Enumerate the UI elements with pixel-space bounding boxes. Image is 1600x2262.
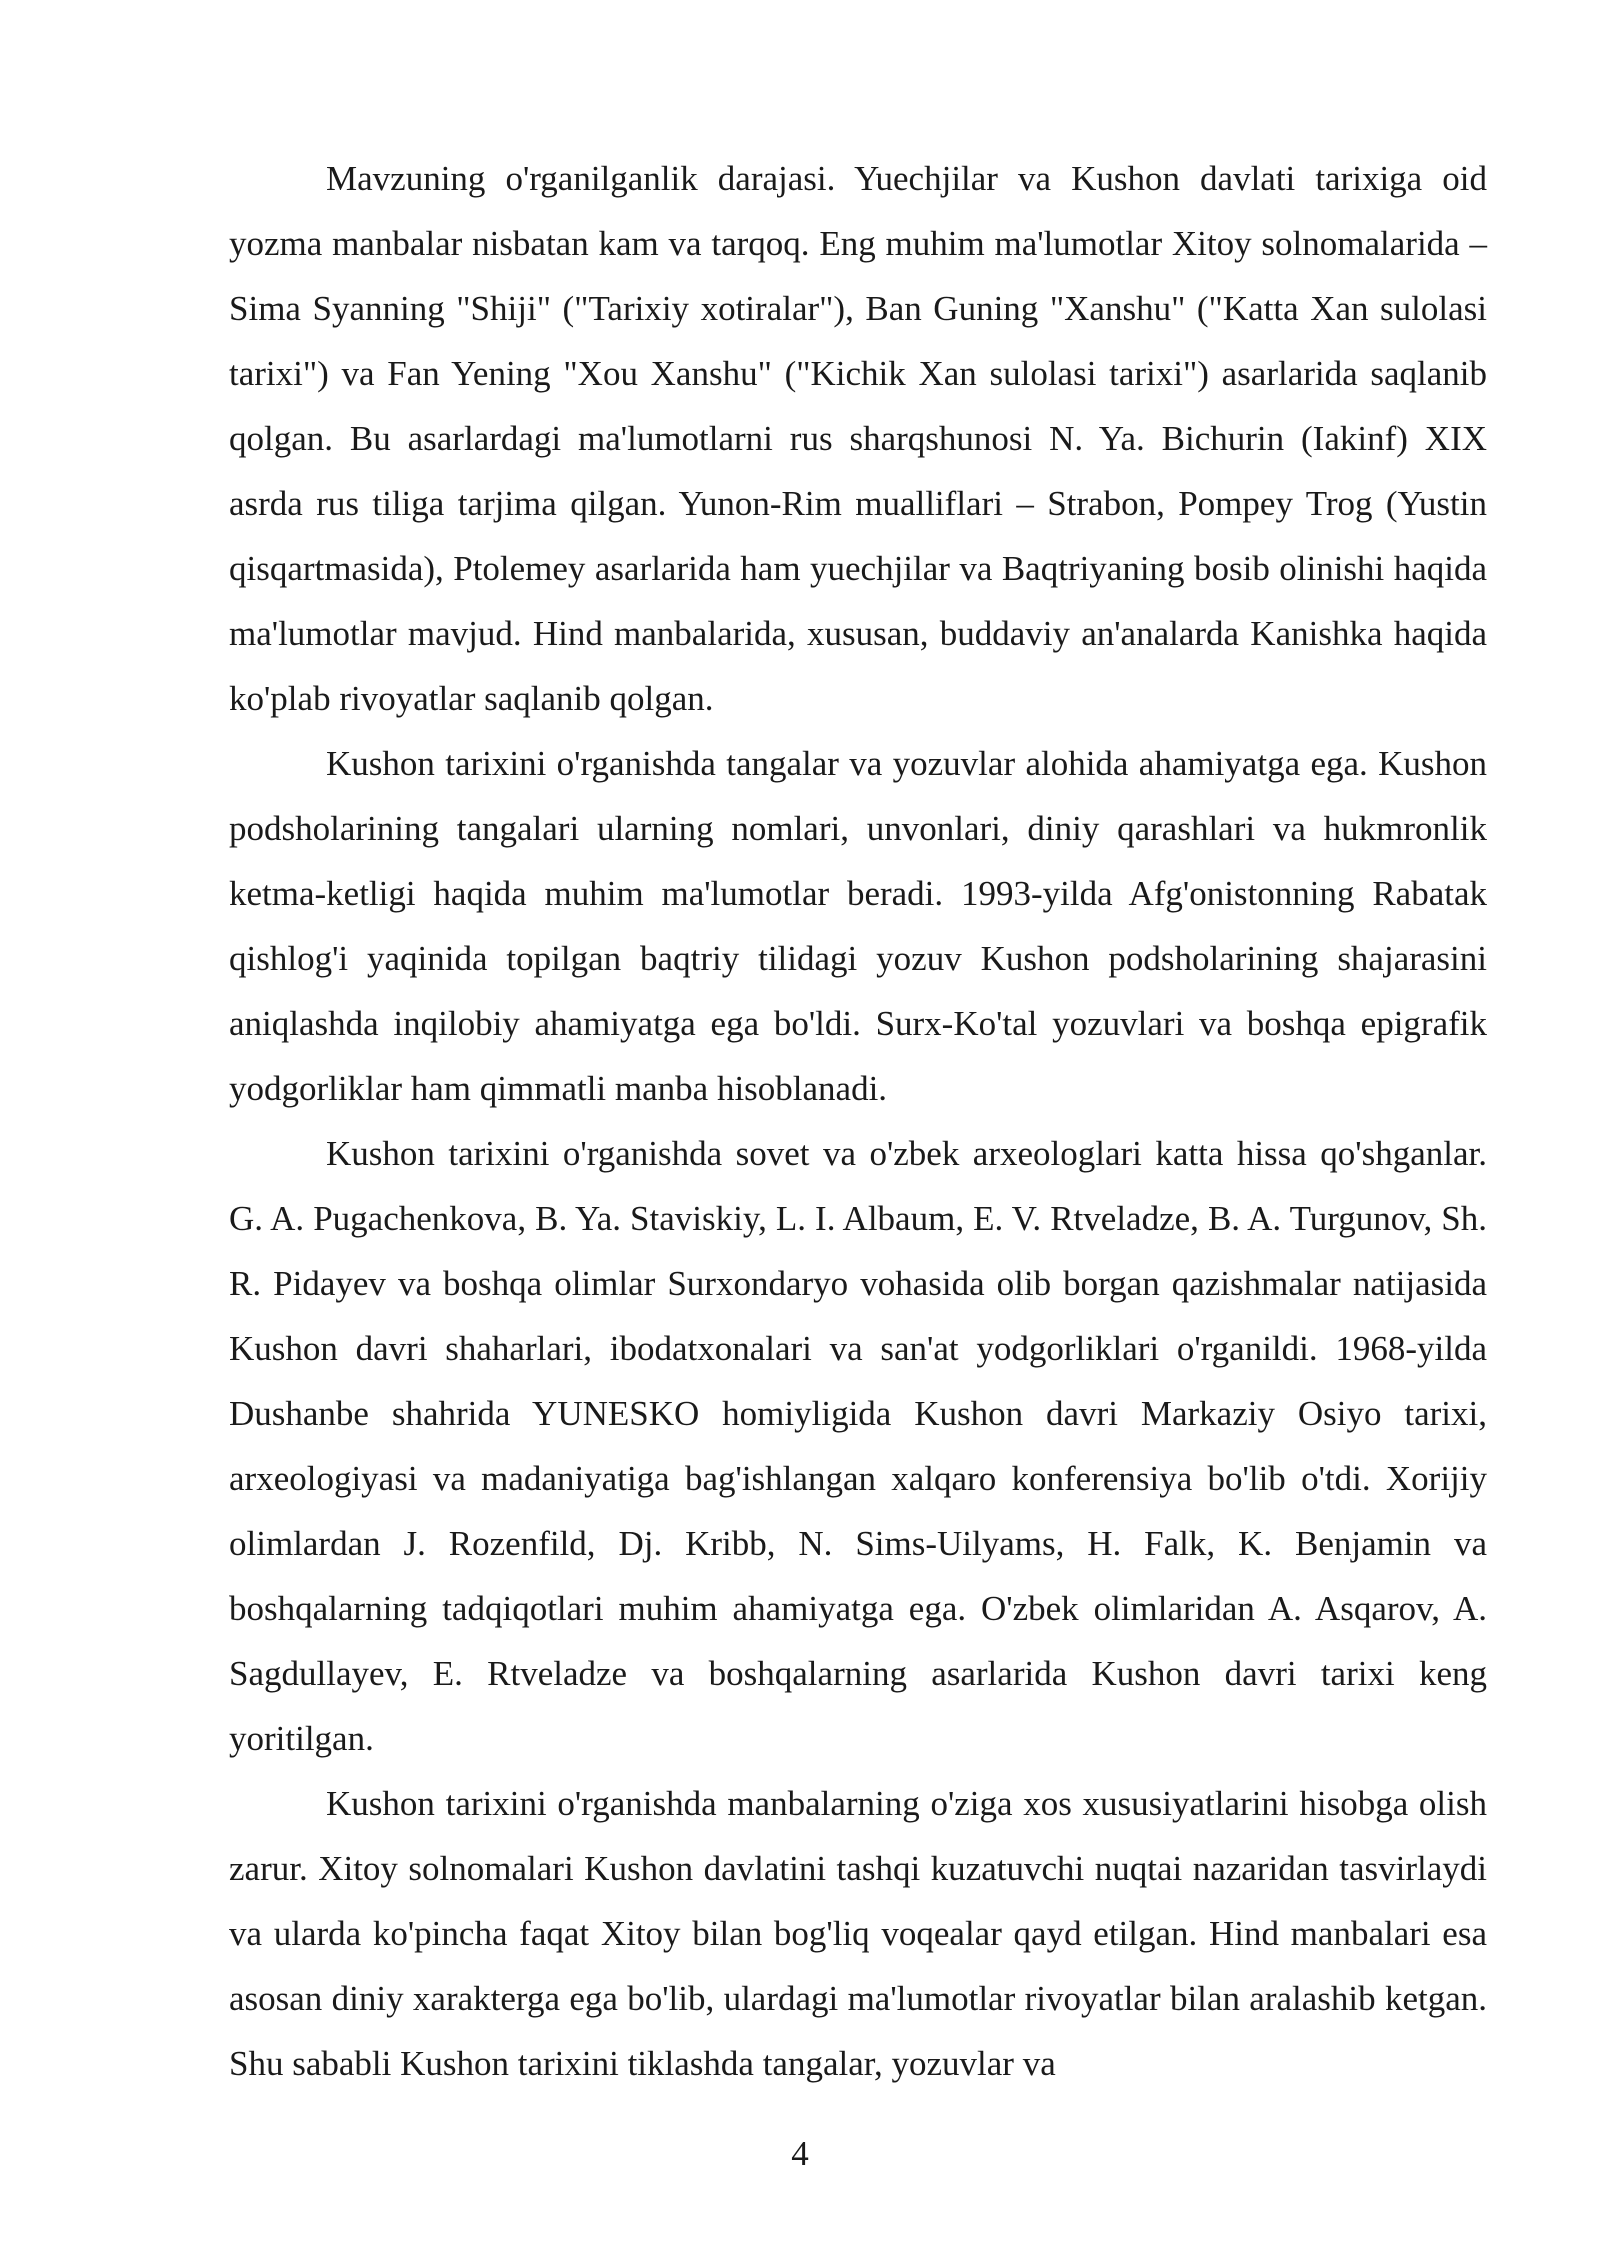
paragraph-historiography: Mavzuning o'rganilganlik darajasi. Yuechjilar va Kushon davlati tarixiga oid yozma manbalar nisbatan kam va tarqoq. Eng muhim ma'lumotlar Xitoy solnomalarida – Sima Syanning "Shiji" ("Tarixiy xotiralar"), Ban Guning "Xanshu" ("Katta Xan sulolasi tarixi") va Fan Yening "Xou Xanshu" ("Kichik Xan sulolasi tarixi") asarlarida saqlanib qolgan. Bu asarlardagi ma'lumotlarni rus sharqshunosi N. Ya. Bichurin (Iakinf) XIX asrda rus tiliga tarjima qilgan. Yunon-Rim mualliflari – Strabon, Pompey Trog (Yustin qisqartmasida), Ptolemey asarlarida ham yuechjilar va Baqtriyaning bosib olinishi haqida ma'lumotlar mavjud. Hind manbalarida, xususan, buddaviy an'analarda Kanishka haqida ko'plab rivoyatlar saqlanib qolgan.: [229, 159, 1487, 718]
document-body: [229, 146, 1487, 2096]
paragraph-archaeologists: Kushon tarixini o'rganishda sovet va o'zbek arxeologlari katta hissa qo'shganlar. G. A. Pugachenkova, B. Ya. Staviskiy, L. I. Albaum, E. V. Rtveladze, B. A. Turgunov, Sh. R. Pidayev va boshqa olimlar Surxondaryo vohasida olib borgan qazishmalar natijasida Kushon davri shaharlari, ibodatxonalari va san'at yodgorliklari o'rganildi. 1968-yilda Dushanbe shahrida YUNESKO homiyligida Kushon davri Markaziy Osiyo tarixi, arxeologiyasi va madaniyatiga bag'ishlangan xalqaro konferensiya bo'lib o'tdi. Xorijiy olimlardan J. Rozenfild, Dj. Kribb, N. Sims-Uilyams, H. Falk, K. Benjamin va boshqalarning tadqiqotlari muhim ahamiyatga ega. O'zbek olimlaridan A. Asqarov, A. Sagdullayev, E. Rtveladze va boshqalarning asarlarida Kushon davri tarixi keng yoritilgan.: [229, 1134, 1487, 1758]
page-number: 4: [791, 2134, 809, 2173]
paragraph-coins-inscriptions: Kushon tarixini o'rganishda tangalar va yozuvlar alohida ahamiyatga ega. Kushon podsholarining tangalari ularning nomlari, unvonlari, diniy qarashlari va hukmronlik ketma-ketligi haqida muhim ma'lumotlar beradi. 1993-yilda Afg'onistonning Rabatak qishlog'i yaqinida topilgan baqtriy tilidagi yozuv Kushon podsholarining shajarasini aniqlashda inqilobiy ahamiyatga ega bo'ldi. Surx-Ko'tal yozuvlari va boshqa epigrafik yodgorliklar ham qimmatli manba hisoblanadi.: [229, 744, 1487, 1108]
paragraph-source-features: Kushon tarixini o'rganishda manbalarning o'ziga xos xususiyatlarini hisobga olish zarur. Xitoy solnomalari Kushon davlatini tashqi kuzatuvchi nuqtai nazaridan tasvirlaydi va ularda ko'pincha faqat Xitoy bilan bog'liq voqealar qayd etilgan. Hind manbalari esa asosan diniy xarakterga ega bo'lib, ulardagi ma'lumotlar rivoyatlar bilan aralashib ketgan. Shu sababli Kushon tarixini tiklashda tangalar, yozuvlar va: [229, 1784, 1487, 2083]
